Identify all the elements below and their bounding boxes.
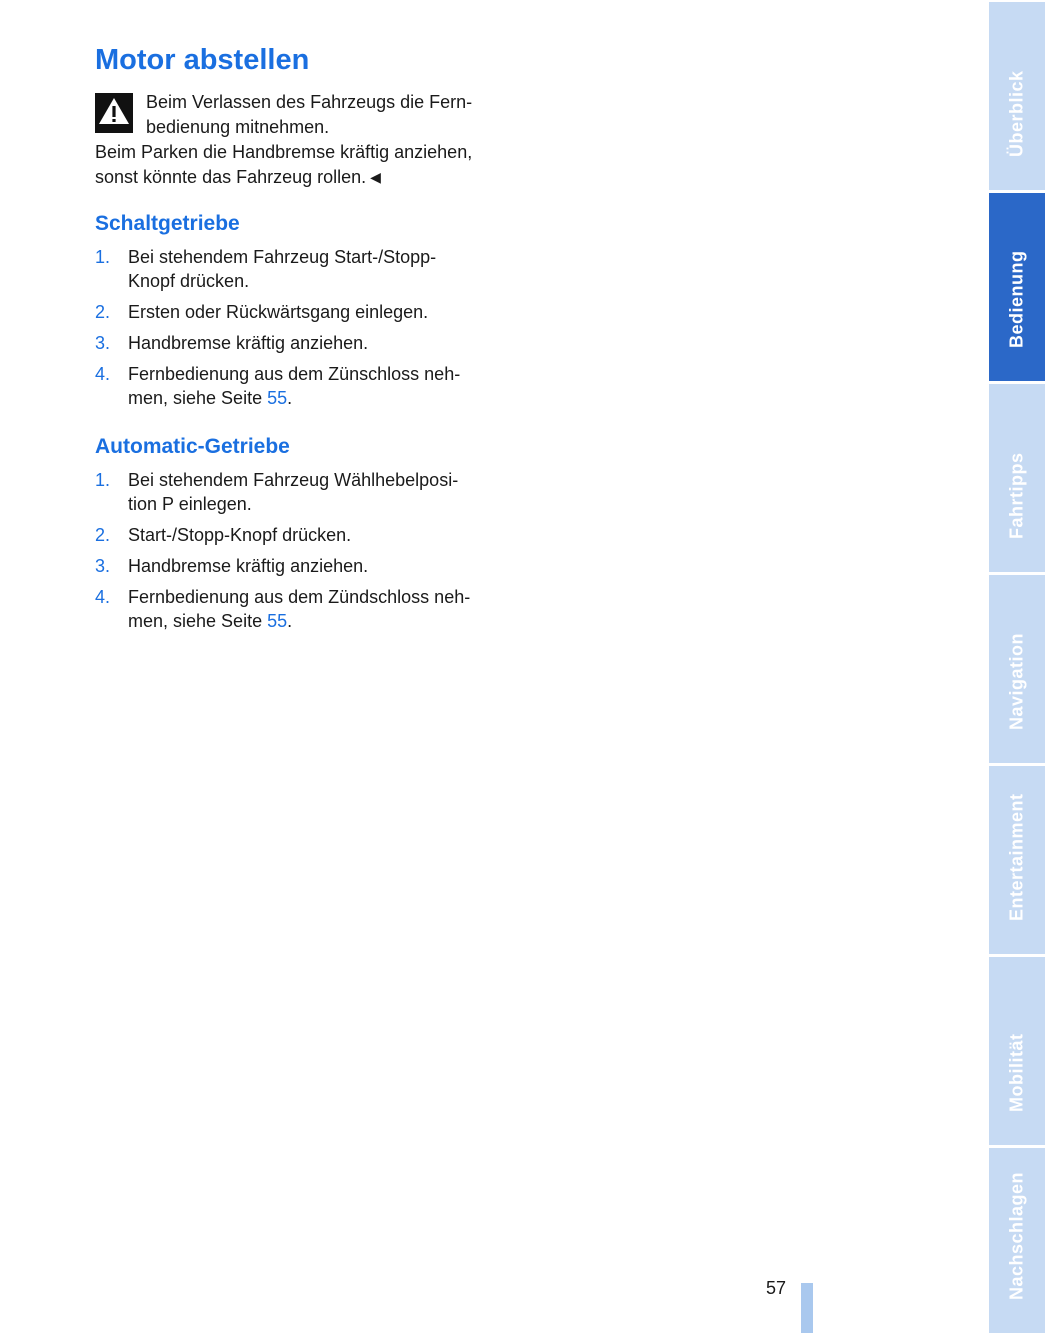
page-reference-link[interactable]: 55 xyxy=(267,388,288,408)
end-mark-icon: ◀ xyxy=(370,169,381,185)
warning-line: Beim Verlassen des Fahrzeugs die Fern- xyxy=(146,92,473,112)
page-number-bar xyxy=(801,1283,813,1333)
step-number: 1. xyxy=(95,247,111,267)
step-number: 3. xyxy=(95,333,111,353)
step-list-automatic-getriebe xyxy=(95,468,515,640)
tab-fahrtipps[interactable] xyxy=(989,384,1045,572)
step-number: 4. xyxy=(95,587,111,607)
section-heading-automatic-getriebe: Automatic-Getriebe xyxy=(95,435,290,458)
step-number: 2. xyxy=(95,302,111,322)
step-item xyxy=(95,523,515,547)
step-item xyxy=(95,245,515,293)
tab-label: Entertainment xyxy=(1006,793,1027,921)
step-number: 1. xyxy=(95,470,111,490)
step-number: 2. xyxy=(95,525,111,545)
warning-line: Beim Parken die Handbremse kräftig anziehen, xyxy=(95,142,473,162)
step-text: Fernbedienung aus dem Zündschloss neh- xyxy=(128,587,471,607)
step-text-suffix: . xyxy=(287,611,293,631)
step-text: Fernbedienung aus dem Zünschloss neh- xyxy=(128,364,461,384)
tab-ueberblick[interactable] xyxy=(989,2,1045,190)
tab-navigation[interactable] xyxy=(989,575,1045,763)
step-item xyxy=(95,331,515,355)
step-list-schaltgetriebe xyxy=(95,245,515,417)
step-text-with-link xyxy=(128,609,515,633)
step-item xyxy=(95,468,515,516)
tab-label: Überblick xyxy=(1006,70,1027,157)
step-item xyxy=(95,362,515,410)
step-text: Bei stehendem Fahrzeug Start-/Stopp- xyxy=(128,247,437,267)
page-title: Motor abstellen xyxy=(95,44,310,76)
warning-line: bedienung mitnehmen. xyxy=(146,117,330,137)
step-text-with-link xyxy=(128,386,515,410)
step-text: Ersten oder Rückwärtsgang einlegen. xyxy=(128,302,429,322)
warning-line-text: sonst könnte das Fahrzeug rollen. xyxy=(95,167,367,187)
tab-label: Navigation xyxy=(1006,632,1027,730)
tab-bedienung[interactable] xyxy=(989,193,1045,381)
step-text: Knopf drücken. xyxy=(128,271,250,291)
step-text: tion P einlegen. xyxy=(128,494,252,514)
page-reference-link[interactable]: 55 xyxy=(267,611,288,631)
step-item xyxy=(95,300,515,324)
step-item xyxy=(95,554,515,578)
step-number: 3. xyxy=(95,556,111,576)
step-text: men, siehe Seite xyxy=(128,388,263,408)
warning-note xyxy=(95,90,515,190)
step-text-suffix: . xyxy=(287,388,293,408)
tab-label: Mobilität xyxy=(1006,1033,1027,1112)
tab-label: Bedienung xyxy=(1006,250,1027,348)
warning-icon xyxy=(95,93,133,133)
step-text: Bei stehendem Fahrzeug Wählhebelposi- xyxy=(128,470,459,490)
section-heading-schaltgetriebe: Schaltgetriebe xyxy=(95,212,240,235)
chapter-tab-sidebar xyxy=(989,0,1045,1335)
step-text: Start-/Stopp-Knopf drücken. xyxy=(128,525,352,545)
step-number: 4. xyxy=(95,364,111,384)
tab-label: Nachschlagen xyxy=(1006,1171,1027,1300)
step-item xyxy=(95,585,515,633)
tab-label: Fahrtipps xyxy=(1006,452,1027,539)
tab-entertainment[interactable] xyxy=(989,766,1045,954)
step-text: Handbremse kräftig anziehen. xyxy=(128,556,369,576)
page-number: 57 xyxy=(766,1278,787,1298)
warning-line xyxy=(95,165,515,190)
step-text: men, siehe Seite xyxy=(128,611,263,631)
tab-nachschlagen[interactable] xyxy=(989,1148,1045,1333)
step-text: Handbremse kräftig anziehen. xyxy=(128,333,369,353)
tab-mobilitaet[interactable] xyxy=(989,957,1045,1145)
